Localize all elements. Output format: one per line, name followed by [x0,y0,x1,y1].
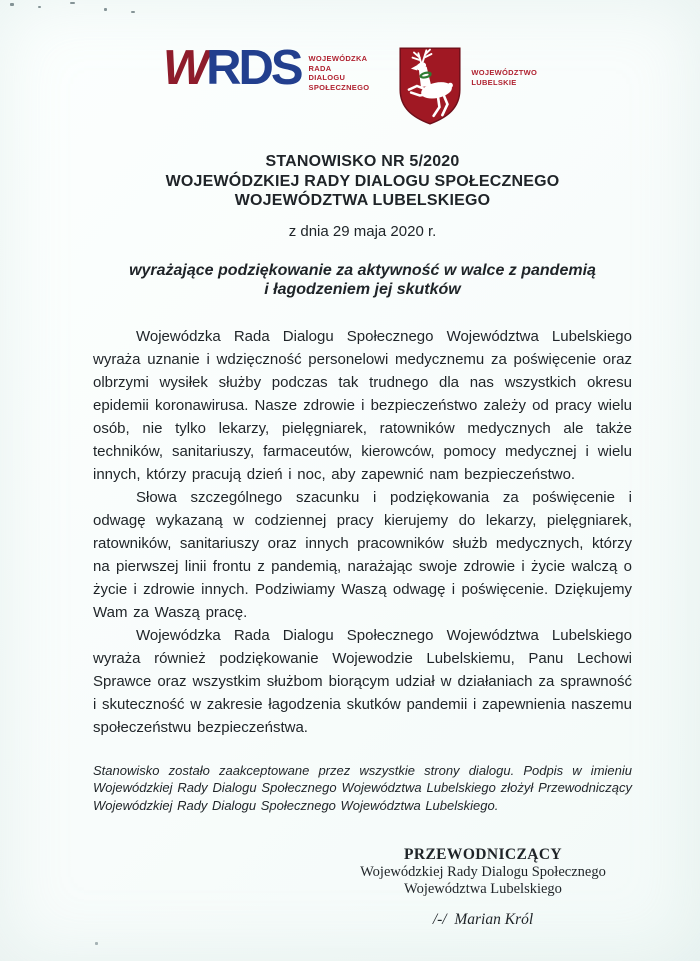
arms-caption-line: WOJEWÓDZTWO [471,68,538,77]
coat-of-arms-caption [471,68,537,87]
scan-speck [131,11,135,13]
title-line-number: STANOWISKO NR 5/2020 [265,153,460,170]
scan-speck [38,6,41,8]
body-paragraph: Wojewódzka Rada Dialogu Społecznego Województwa Lubelskiego wyraża uznanie i wdzięczność personelowi medycznemu za poświęcenie oraz olbrzymi wysiłek służby podczas tak trudnego dla nas wszystkich okresu epidemii koronawirusa. Nasze zdrowie i bezpieczeństwo zależy od pracy wielu osób, nie tylko lekarzy, pielęgniarek, ratowników medycznych ale także techników, sanitariuszy, farmaceutów, kierowców, pomocy medycznej i wielu innych, którzy pracują dzień i noc, aby zapewnić nam bezpieczeństwo. [93,327,632,483]
signature-org-line: Województwa Lubelskiego [404,881,562,897]
document-body [93,325,632,739]
lublin-coat-of-arms-icon [397,46,463,126]
signature-name: /-/ Marian Król [432,911,534,928]
document-content [0,152,700,929]
wrds-letters-rds: RDS [206,41,301,95]
wrds-caption-line: SPOŁECZNEGO [308,82,370,92]
document-subject [93,261,632,300]
scan-speck [104,8,107,11]
wrds-letter-w: W [162,41,207,95]
acceptance-note: Stanowisko zostało zaakceptowane przez wszystkie strony dialogu. Podpis w imieniu Wojewódzkiej Rady Dialogu Społecznego Województwa Lubelskiego złożył Przewodniczący Wojewódzkiej Rady Dialogu Społecznego Województwa Lubelskiego. [93,762,632,813]
wrds-caption-line: RADA [308,63,332,73]
document-date: z dnia 29 maja 2020 r. [288,222,437,240]
signature-block [337,846,629,929]
signature-org-line: Wojewódzkiej Rady Dialogu Społecznego [360,864,606,880]
arms-caption-line: LUBELSKIE [471,77,517,87]
lublin-coat-of-arms [397,46,537,126]
wrds-logo-caption [309,54,370,92]
title-line-voivodeship: WOJEWÓDZTWA LUBELSKIEGO [234,192,491,209]
signature-role: PRZEWODNICZĄCY [403,846,563,863]
wrds-caption-line: WOJEWÓDZKA [308,54,368,63]
scan-speck [70,2,75,4]
title-line-council: WOJEWÓDZKIEJ RADY DIALOGU SPOŁECZNEGO [165,172,560,190]
body-paragraph: Słowa szczególnego szacunku i podziękowania za poświęcenie i odwagę wykazaną w codziennej pracy kierujemy do lekarzy, pielęgniarek, ratowników, sanitariuszy oraz innych pracowników służb medycznych, którzy na pierwszej linii frontu z pandemią, narażając swoje zdrowie i życie walczą o życie i zdrowie innych. Podziwiamy Waszą odwagę i poświęcenie. Dziękujemy Wam za Waszą pracę. [93,488,632,621]
wrds-logo [162,41,370,95]
subject-line: wyrażające podziękowanie za aktywność w walce z pandemią [129,261,596,279]
document-header [0,41,700,126]
document-title [93,152,632,211]
wrds-logo-letters [162,41,301,95]
body-paragraph: Wojewódzka Rada Dialogu Społecznego Województwa Lubelskiego wyraża również podziękowanie Wojewodzie Lubelskiemu, Panu Lechowi Sprawce oraz wszystkim służbom biorącym udział w działaniach za sprawność i skuteczność w zakresie łagodzenia skutków pandemii i zapewnienia naszemu społeczeństwu bezpieczeństwa. [93,626,632,736]
wrds-caption-line: DIALOGU [308,73,346,82]
subject-line: i łagodzeniem jej skutków [264,281,461,298]
scan-speck [95,942,98,945]
scan-speck [10,3,14,6]
